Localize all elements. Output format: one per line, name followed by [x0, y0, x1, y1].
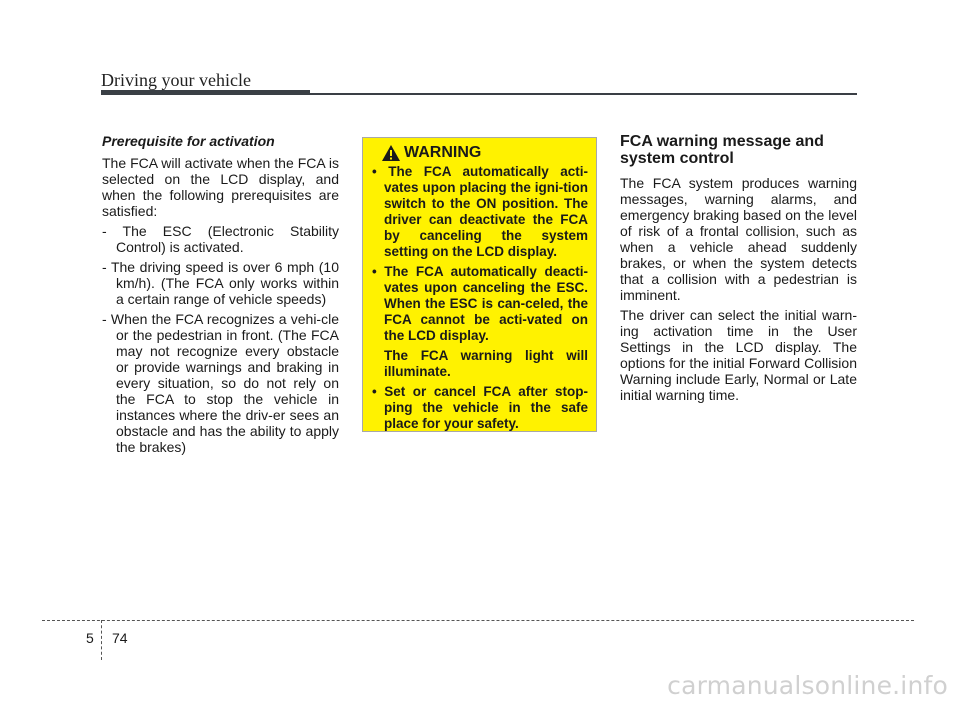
warning-title: WARNING [404, 144, 482, 161]
prerequisite-item: - When the FCA recognizes a vehi-cle or the pedestrian in front. (The FCA may not recognize every obstacle or provide warnings and braking in every situation, so do not rely on the FCA to stop the vehicle in instances where the driv-er sees an obstacle and has the ability to apply the brakes) [102, 311, 339, 455]
prerequisite-item: - The driving speed is over 6 mph (10 km/h). (The FCA only works within a certain range of vehicle speeds) [102, 259, 339, 307]
header-rule-thick [101, 90, 310, 95]
warning-bullet-continuation: The FCA warning light will illuminate. [384, 348, 588, 379]
chapter-number: 5 [86, 630, 94, 646]
left-column [102, 133, 339, 459]
warning-header [381, 144, 588, 162]
warning-triangle-icon [381, 144, 401, 162]
warning-bullet-text: The FCA automatically acti-vates upon placing the igni-tion switch to the ON position. The driver can deactivate the FCA by canceling the system setting on the LCD display. [384, 164, 588, 259]
warning-box [362, 137, 597, 432]
warning-list [372, 164, 588, 432]
section-paragraph: The FCA system produces warning messages, warning alarms, and emergency braking based on the level of risk of a frontal collision, such as when a vehicle ahead suddenly brakes, or when the system detects that a collision with a pedestrian is imminent. [620, 175, 857, 303]
prerequisite-item: - The ESC (Electronic Stability Control) is activated. [102, 223, 339, 255]
prerequisite-subheading: Prerequisite for activation [102, 133, 275, 149]
page-header-title: Driving your vehicle [101, 70, 251, 90]
warning-bullet-text: Set or cancel FCA after stop-ping the vehicle in the safe place for your safety. [384, 384, 588, 431]
section-heading: FCA warning message and system control [620, 133, 824, 167]
warning-bullet: • The FCA automatically acti-vates upon placing the igni-tion switch to the ON position. The driver can deactivate the FCA by canceling the system setting on the LCD display. [372, 164, 588, 259]
warning-bullet-text: The FCA automatically deacti-vates upon canceling the ESC. When the ESC is can-celed, the FCA cannot be acti-vated on the LCD display. [384, 264, 589, 343]
warning-bullet: • The FCA automatically deacti-vates upon canceling the ESC. When the ESC is can-celed, the FCA cannot be acti-vated on the LCD display. [372, 264, 589, 343]
watermark: carmanualsonline.info [667, 671, 948, 700]
prerequisite-intro: The FCA will activate when the FCA is selected on the LCD display, and when the following prerequisites are satisfied: [102, 155, 339, 219]
page-number: 74 [112, 630, 128, 646]
warning-bullet: • Set or cancel FCA after stop-ping the vehicle in the safe place for your safety. [372, 384, 588, 431]
header-rule-thin [310, 93, 857, 95]
section-paragraph: The driver can select the initial warn-ing activation time in the User Settings in the LCD display. The options for the initial Forward Collision Warning include Early, Normal or Late initial warning time. [620, 307, 857, 403]
right-column [620, 133, 857, 407]
footer-vertical-divider [101, 620, 102, 660]
footer-divider [42, 620, 914, 621]
